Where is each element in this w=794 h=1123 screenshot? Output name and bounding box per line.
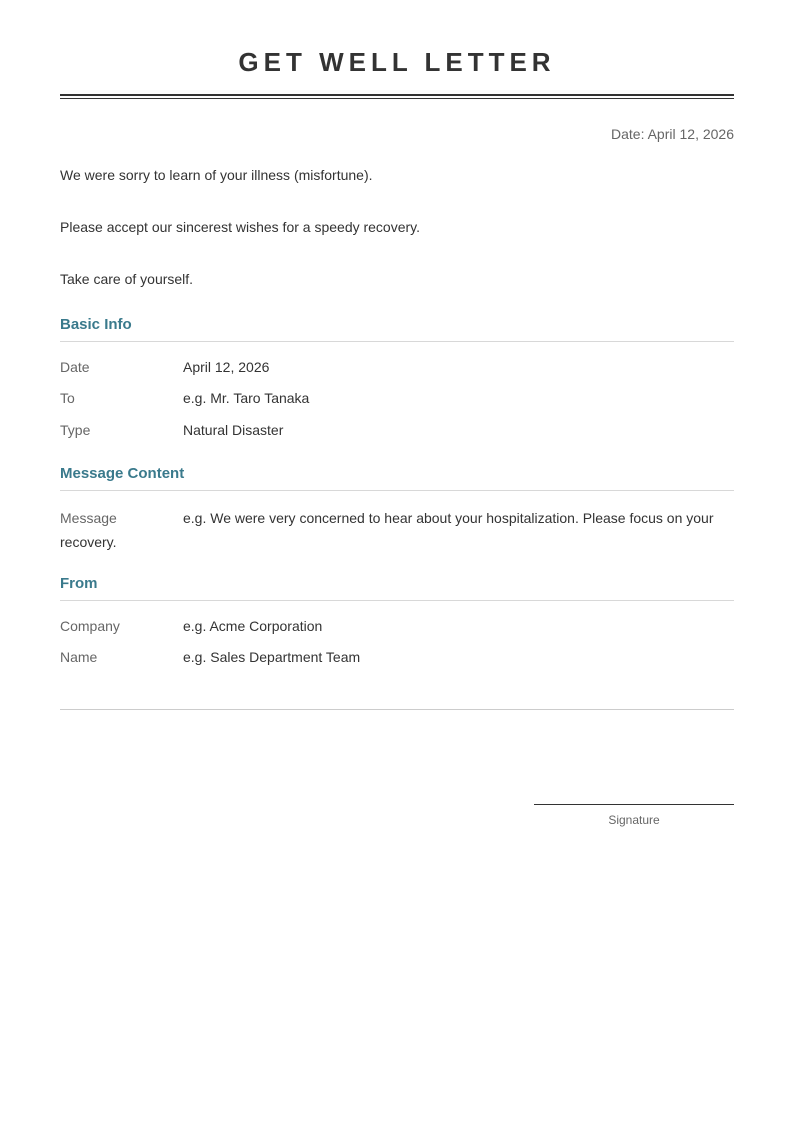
section-heading-message-content: Message Content [60, 465, 185, 482]
section-heading-basic-info: Basic Info [60, 316, 132, 333]
page-title: GET WELL LETTER [238, 47, 556, 77]
field-value-company: e.g. Acme Corporation [183, 618, 323, 634]
field-label-to: To [60, 390, 75, 406]
field-value-name: e.g. Sales Department Team [183, 649, 361, 665]
field-value-date: April 12, 2026 [183, 359, 270, 375]
field-value-type: Natural Disaster [183, 422, 284, 438]
field-value-to: e.g. Mr. Taro Tanaka [183, 390, 310, 406]
section-divider [60, 600, 734, 601]
section-divider [60, 490, 734, 491]
field-label-name: Name [60, 649, 98, 665]
field-label-company: Company [60, 618, 120, 634]
signature-line [534, 804, 734, 805]
section-heading-from: From [60, 575, 98, 592]
signature-label: Signature [608, 813, 660, 827]
body-paragraph: Please accept our sincerest wishes for a speedy recovery. [60, 219, 421, 235]
field-value-message: e.g. We were very concerned to hear about your hospitalization. Please focus on your recovery. [60, 510, 714, 550]
title-divider [60, 94, 734, 99]
field-label-type: Type [60, 422, 91, 438]
footer-divider [60, 709, 734, 710]
body-paragraph: We were sorry to learn of your illness (misfortune). [60, 167, 373, 183]
field-label-message: Message [60, 510, 117, 526]
field-label-date: Date [60, 359, 90, 375]
letter-date: Date: April 12, 2026 [611, 126, 734, 142]
message-field [60, 506, 734, 554]
body-paragraph: Take care of yourself. [60, 271, 194, 287]
section-divider [60, 341, 734, 342]
